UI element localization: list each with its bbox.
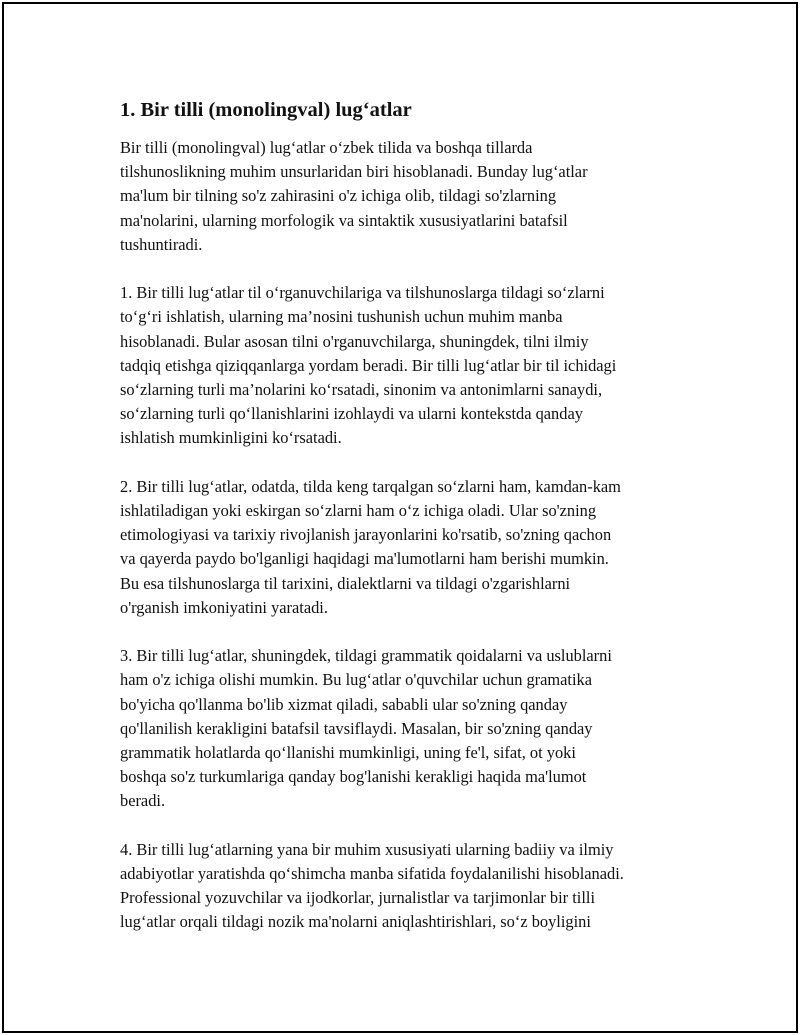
- text-line: va qayerda paydo bo'lganligi haqidagi ma'lumotlarni ham berishi mumkin.: [120, 549, 609, 569]
- text-line: beradi.: [120, 791, 166, 811]
- document-body: [120, 96, 690, 959]
- text-line: tilshunoslikning muhim unsurlaridan biri hisoblanadi. Bunday lug‘atlar: [120, 162, 588, 182]
- text-line: o'rganish imkoniyatini yaratadi.: [120, 597, 328, 617]
- section-heading: 1. Bir tilli (monolingval) lug‘atlar: [120, 99, 412, 121]
- text-line: ma'nolarini, ularning morfologik va sintaktik xususiyatlarini batafsil: [120, 210, 568, 230]
- text-line: so‘zlarning turli qo‘llanishlarini izohlaydi va ularni kontekstda qanday: [120, 404, 583, 424]
- text-line: so‘zlarning turli ma’nolarini ko‘rsatadi, sinonim va antonimlarni sanaydi,: [120, 380, 603, 400]
- text-line: ham o'z ichiga olishi mumkin. Bu lug‘atlar o'quvchilar uchun gramatika: [120, 670, 593, 690]
- point-4-paragraph: [120, 838, 690, 935]
- text-line: 1. Bir tilli lug‘atlar til o‘rganuvchilariga va tilshunoslarga tildagi so‘zlarni: [120, 283, 605, 303]
- text-line: 4. Bir tilli lug‘atlarning yana bir muhim xususiyati ularning badiiy va ilmiy: [120, 839, 614, 859]
- text-line: adabiyotlar yaratishda qo‘shimcha manba sifatida foydalanilishi hisoblanadi.: [120, 864, 624, 884]
- text-line: ishlatish mumkinligini ko‘rsatadi.: [120, 428, 342, 448]
- text-line: Professional yozuvchilar va ijodkorlar, jurnalistlar va tarjimonlar bir tilli: [120, 888, 595, 908]
- text-line: Bu esa tilshunoslarga til tarixini, dialektlarni va tildagi o'zgarishlarni: [120, 573, 571, 593]
- text-line: 3. Bir tilli lug‘atlar, shuningdek, tildagi grammatik qoidalarni va uslublarni: [120, 646, 612, 666]
- text-line: etimologiyasi va tarixiy rivojlanish jarayonlarini ko'rsatib, so'zning qachon: [120, 525, 612, 545]
- page-frame: [2, 2, 798, 1033]
- text-line: lug‘atlar orqali tildagi nozik ma'nolarni aniqlashtirishlari, so‘z boyligini: [120, 912, 591, 932]
- point-1-paragraph: [120, 281, 690, 450]
- text-line: ishlatiladigan yoki eskirgan so‘zlarni ham o‘z ichiga oladi. Ular so'zning: [120, 501, 597, 521]
- text-line: hisoblanadi. Bular asosan tilni o'rganuvchilarga, shuningdek, tilni ilmiy: [120, 331, 589, 351]
- text-line: grammatik holatlarda qo‘llanishi mumkinligi, uning fe'l, sifat, ot yoki: [120, 743, 576, 763]
- text-line: boshqa so'z turkumlariga qanday bog'lanishi kerakligi haqida ma'lumot: [120, 767, 587, 787]
- text-line: ma'lum bir tilning so'z zahirasini o'z ichiga olib, tildagi so'zlarning: [120, 186, 557, 206]
- point-3-paragraph: [120, 644, 690, 813]
- point-2-paragraph: [120, 475, 690, 620]
- text-line: qo'llanilish kerakligini batafsil tavsiflaydi. Masalan, bir so'zning qanday: [120, 718, 593, 738]
- text-line: tadqiq etishga qiziqqanlarga yordam beradi. Bir tilli lug‘atlar bir til ichidagi: [120, 355, 617, 375]
- text-line: 2. Bir tilli lug‘atlar, odatda, tilda keng tarqalgan so‘zlarni ham, kamdan-kam: [120, 476, 621, 496]
- text-line: bo'yicha qo'llanma bo'lib xizmat qiladi, sababli ular so'zning qanday: [120, 694, 568, 714]
- text-line: to‘g‘ri ishlatish, ularning ma’nosini tushunish uchun muhim manba: [120, 307, 563, 327]
- text-line: tushuntiradi.: [120, 234, 203, 254]
- intro-paragraph: [120, 136, 690, 257]
- text-line: Bir tilli (monolingval) lug‘atlar o‘zbek tilida va boshqa tillarda: [120, 138, 533, 157]
